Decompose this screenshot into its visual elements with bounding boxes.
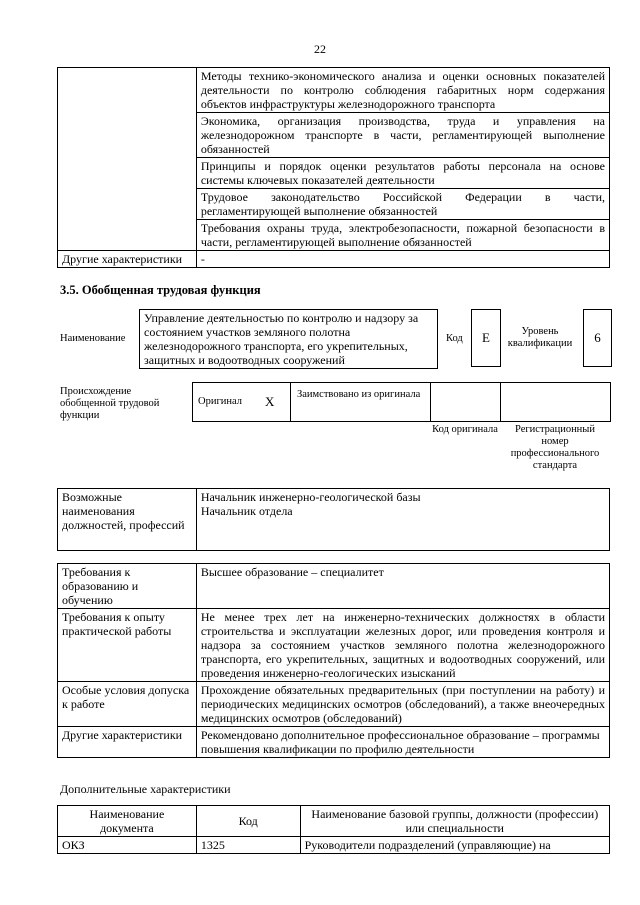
original-mark: X [265, 394, 275, 409]
header-document: Наименование документа [58, 806, 197, 837]
level-label: Уровень квалификации [507, 326, 573, 349]
divider [290, 382, 291, 421]
divider [500, 382, 501, 421]
name-label: Наименование [60, 333, 126, 344]
req-label: Требования к образованию и обучению [58, 564, 197, 609]
other-characteristics-value: - [196, 251, 609, 268]
cell-group: Руководители подразделений (управляющие) на [300, 837, 609, 854]
additional-title: Дополнительные характеристики [60, 782, 231, 796]
reg-number-label: Регистрационный номер профессионального стандарта [510, 424, 600, 471]
req-value: Прохождение обязательных предварительных (при поступлении на работу) и периодических медицинских осмотров (обследований), а также внеочередных медицинских осмотров (обследований) [196, 682, 609, 727]
knowledge-table [57, 67, 610, 268]
cell-document: ОКЗ [58, 837, 197, 854]
knowledge-item: Принципы и порядок оценки результатов работы персонала на основе системы ключевых показателей деятельности [196, 158, 609, 189]
req-value: Рекомендовано дополнительное профессиональное образование – программы повышения квалификации по профилю деятельности [196, 727, 609, 758]
additional-table [57, 805, 610, 854]
original-label: Оригинал [198, 396, 242, 407]
borrowed-label: Заимствовано из оригинала [297, 389, 421, 400]
req-value: Высшее образование – специалитет [196, 564, 609, 609]
knowledge-item: Трудовое законодательство Российской Федерации в части, регламентирующей выполнение обязанностей [196, 189, 609, 220]
other-characteristics-label: Другие характеристики [58, 251, 197, 268]
req-label: Требования к опыту практической работы [58, 609, 197, 682]
positions-values [196, 489, 609, 551]
knowledge-label-cell [58, 68, 197, 251]
header-group: Наименование базовой группы, должности (профессии) или специальности [300, 806, 609, 837]
req-value: Не менее трех лет на инженерно-технических должностях в области строительства и эксплуатации железных дорог, или проведения контроля и надзора за состоянием участков земляного полотна железнодорожного транспорта, его укрепительных, защитных и водоотводных сооружений, или проведения инженерно-геологических изысканий [196, 609, 609, 682]
header-code: Код [196, 806, 300, 837]
divider [430, 382, 431, 421]
position-item: Начальник инженерно-геологической базы [200, 490, 421, 504]
code-label: Код [446, 333, 463, 344]
code-original-label: Код оригинала [432, 424, 498, 435]
requirements-table [57, 563, 610, 758]
knowledge-item: Методы технико-экономического анализа и оценки основных показателей деятельности по контролю соблюдения габаритных норм содержания объектов инфраструктуры железнодорожного транспорта [196, 68, 609, 113]
function-name-box: Управление деятельностью по контролю и надзору за состоянием участков земляного полотна железнодорожного транспорта, его укрепительных, защитных и водоотводных сооружений [139, 309, 438, 369]
page-number: 22 [314, 42, 326, 56]
origin-box [192, 382, 611, 422]
knowledge-item: Требования охраны труда, электробезопасности, пожарной безопасности в части, регламентирующей выполнение обязанностей [196, 220, 609, 251]
cell-code: 1325 [196, 837, 300, 854]
positions-table [57, 488, 610, 551]
position-item: Начальник отдела [200, 504, 293, 518]
level-value: 6 [583, 309, 612, 367]
knowledge-item: Экономика, организация производства, труда и управления на железнодорожном транспорте в части, регламентирующей выполнение обязанностей [196, 113, 609, 158]
positions-label: Возможные наименования должностей, профессий [58, 489, 197, 551]
section-title: 3.5. Обобщенная трудовая функция [60, 283, 261, 297]
req-label: Особые условия допуска к работе [58, 682, 197, 727]
req-label: Другие характеристики [58, 727, 197, 758]
origin-label: Происхождение обобщенной трудовой функции [60, 386, 160, 421]
code-value: Е [471, 309, 501, 367]
